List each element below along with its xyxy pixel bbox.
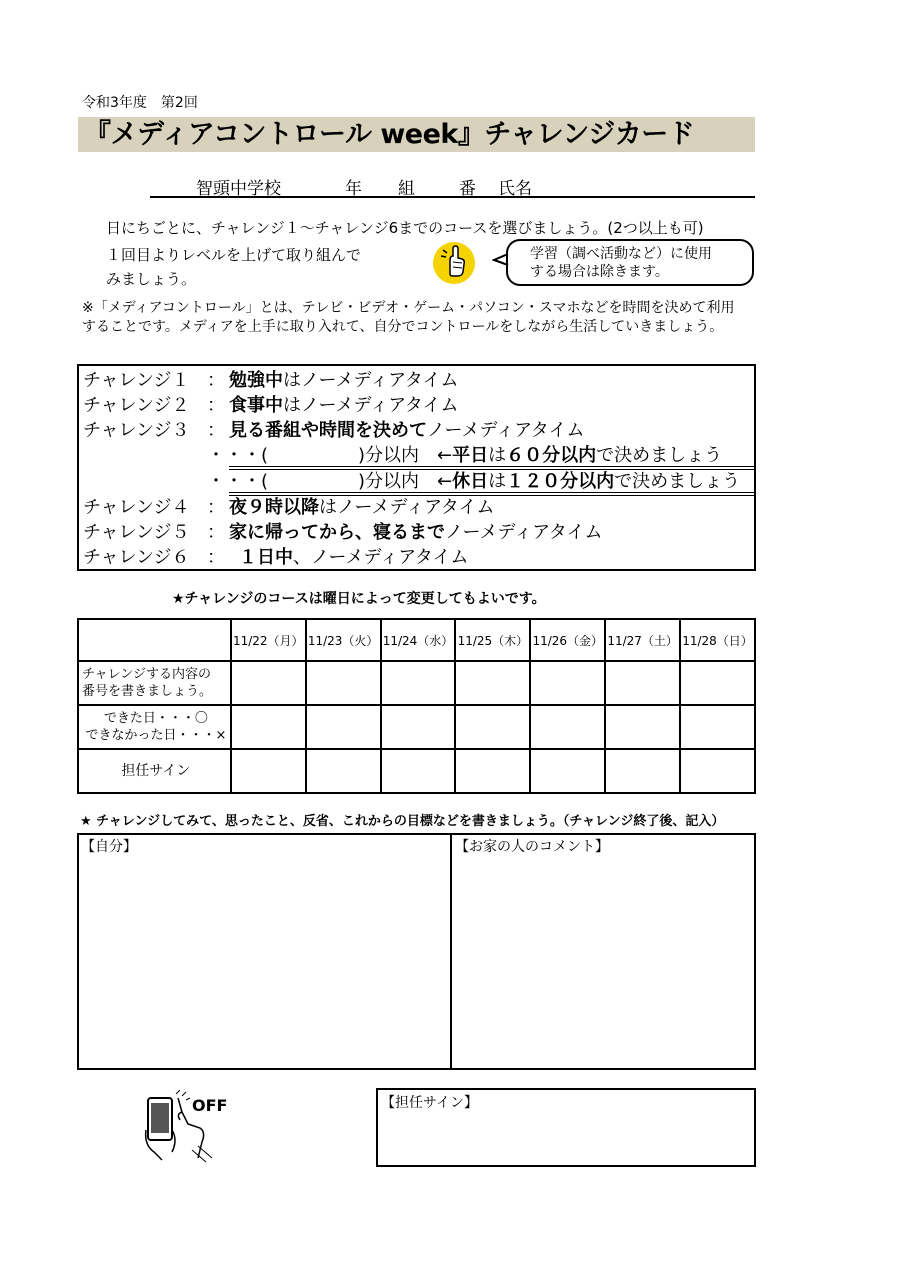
challenge-bold: 勉強中 (229, 370, 283, 391)
grade-label: 年 (345, 179, 362, 199)
holiday-mid: は (488, 471, 507, 492)
intro-line-1: 日にちごとに、チャレンジ１～チャレンジ6までのコースを選びましょう。(2つ以上も可) (106, 219, 704, 237)
date-cell: 11/27（土） (605, 619, 680, 661)
teacher-sign-label: 【担任サイン】 (381, 1095, 479, 1111)
challenge-text: はノーメディアタイム (283, 395, 459, 416)
student-info-line (150, 174, 755, 198)
self-label: 【自分】 (81, 839, 137, 855)
entry-cell[interactable] (455, 749, 530, 793)
entry-cell[interactable] (605, 705, 680, 749)
challenge-colon: ： (207, 547, 225, 568)
entry-cell[interactable] (605, 661, 680, 705)
entry-cell[interactable] (680, 661, 755, 705)
entry-cell[interactable] (680, 749, 755, 793)
entry-cell[interactable] (381, 705, 456, 749)
entry-cell[interactable] (231, 749, 306, 793)
schedule-header-row (78, 619, 755, 661)
entry-cell[interactable] (680, 705, 755, 749)
feedback-heading: ★ チャレンジしてみて、思ったこと、反省、これからの目標などを書きましょう。（チャレンジ終了後、記入） (80, 814, 725, 829)
challenge-text: はノーメディアタイム (319, 497, 495, 518)
entry-cell[interactable] (530, 705, 605, 749)
teacher-sign-box[interactable] (376, 1088, 756, 1167)
entry-cell[interactable] (231, 661, 306, 705)
entry-cell[interactable] (455, 705, 530, 749)
entry-cell[interactable] (605, 749, 680, 793)
holiday-rule (207, 469, 740, 494)
challenge-bold: 夜９時以降 (229, 497, 319, 518)
entry-cell[interactable] (455, 661, 530, 705)
entry-cell[interactable] (530, 749, 605, 793)
weekday-mid: は (488, 445, 507, 466)
table-row (78, 749, 755, 793)
challenge-colon: ： (207, 420, 225, 441)
challenge-text: 、ノーメディアタイム (293, 547, 469, 568)
challenge-text: ノーメディアタイム (445, 522, 603, 543)
holiday-limit: １２０分以内 (506, 471, 615, 492)
challenge-bold: 食事中 (229, 395, 283, 416)
pointing-hand-icon (433, 242, 475, 284)
weekday-rule (207, 443, 722, 468)
year-label: 令和3年度 第2回 (82, 95, 198, 111)
challenge-row (83, 418, 585, 443)
holiday-bold: 休日 (452, 471, 489, 492)
challenge-label: チャレンジ３ (83, 420, 190, 441)
family-label: 【お家の人のコメント】 (455, 839, 609, 855)
entry-cell[interactable] (306, 661, 381, 705)
number-label: 番 (459, 179, 476, 199)
entry-cell[interactable] (306, 749, 381, 793)
challenge-list (77, 364, 756, 571)
page-title: 『メディアコントロール week』チャレンジカード (84, 119, 695, 150)
course-note: ★チャレンジのコースは曜日によって変更してもよいです。 (172, 591, 546, 607)
schedule-table (77, 618, 756, 794)
table-row (78, 705, 755, 749)
date-cell: 11/22（月） (231, 619, 306, 661)
holiday-post: で決めましょう (614, 471, 741, 492)
row-label-line: チャレンジする内容の (82, 667, 211, 682)
challenge-label: チャレンジ６ (83, 547, 190, 568)
class-label: 組 (398, 179, 415, 199)
feedback-divider (450, 833, 452, 1070)
underline (229, 466, 756, 467)
challenge-text: ノーメディアタイム (427, 420, 585, 441)
feedback-box[interactable] (77, 833, 756, 1070)
date-cell: 11/28（日） (680, 619, 755, 661)
phone-off-icon (142, 1090, 252, 1165)
challenge-row (83, 368, 459, 393)
challenge-row (83, 495, 495, 520)
school-name: 智頭中学校 (196, 179, 281, 199)
entry-cell[interactable] (381, 661, 456, 705)
challenge-colon: ： (207, 497, 225, 518)
definition-note (82, 299, 754, 337)
holiday-pre: ・・・( )分以内 ← (207, 471, 453, 492)
date-cell: 11/25（木） (455, 619, 530, 661)
weekday-post: で決めましょう (596, 445, 723, 466)
bubble-line-1: 学習（調べ活動など）に使用 (530, 246, 712, 262)
row-label-line: できなかった日・・・× (85, 728, 227, 743)
intro-line-3: みましょう。 (106, 270, 197, 288)
weekday-pre: ・・・( )分以内 ← (207, 445, 453, 466)
entry-cell[interactable] (530, 661, 605, 705)
challenge-row (83, 393, 459, 418)
row-label-challenge (78, 661, 231, 705)
intro-line-2: １回目よりレベルを上げて取り組んで (106, 246, 362, 264)
date-cell: 11/24（水） (381, 619, 456, 661)
challenge-label: チャレンジ２ (83, 395, 190, 416)
weekday-limit: ６０分以内 (506, 445, 597, 466)
row-label-result (78, 705, 231, 749)
challenge-bold: 家に帰ってから、寝るまで (229, 522, 445, 543)
off-text: OFF (192, 1096, 228, 1115)
entry-cell[interactable] (381, 749, 456, 793)
challenge-label: チャレンジ１ (83, 370, 190, 391)
challenge-label: チャレンジ５ (83, 522, 190, 543)
challenge-bold: １日中 (239, 547, 293, 568)
entry-cell[interactable] (231, 705, 306, 749)
date-cell: 11/23（火） (306, 619, 381, 661)
row-label-line: 番号を書きましょう。 (82, 684, 213, 699)
challenge-row (83, 545, 469, 570)
corner-cell (78, 619, 231, 661)
note-line-1: ※「メディアコントロール」とは、テレビ・ビデオ・ゲーム・パソコン・スマホなどを時間を決めて利用 (82, 300, 735, 316)
challenge-text: はノーメディアタイム (283, 370, 459, 391)
challenge-colon: ： (207, 522, 225, 543)
table-row (78, 661, 755, 705)
row-label-sign: 担任サイン (78, 749, 231, 793)
date-cell: 11/26（金） (530, 619, 605, 661)
bubble-line-2: する場合は除きます。 (530, 264, 669, 280)
note-line-2: することです。メディアを上手に取り入れて、自分でコントロールをしながら生活していきましょう。 (82, 319, 724, 335)
underline (229, 492, 756, 493)
name-label: 氏名 (498, 179, 532, 199)
speech-bubble (506, 239, 754, 286)
challenge-label: チャレンジ４ (83, 497, 190, 518)
challenge-row (83, 520, 603, 545)
intro-lines (106, 243, 361, 291)
challenge-colon: ： (207, 395, 225, 416)
challenge-bold: 見る番組や時間を決めて (229, 420, 427, 441)
challenge-colon: ： (207, 370, 225, 391)
row-label-line: できた日・・・〇 (103, 711, 208, 726)
weekday-bold: 平日 (452, 445, 489, 466)
entry-cell[interactable] (306, 705, 381, 749)
